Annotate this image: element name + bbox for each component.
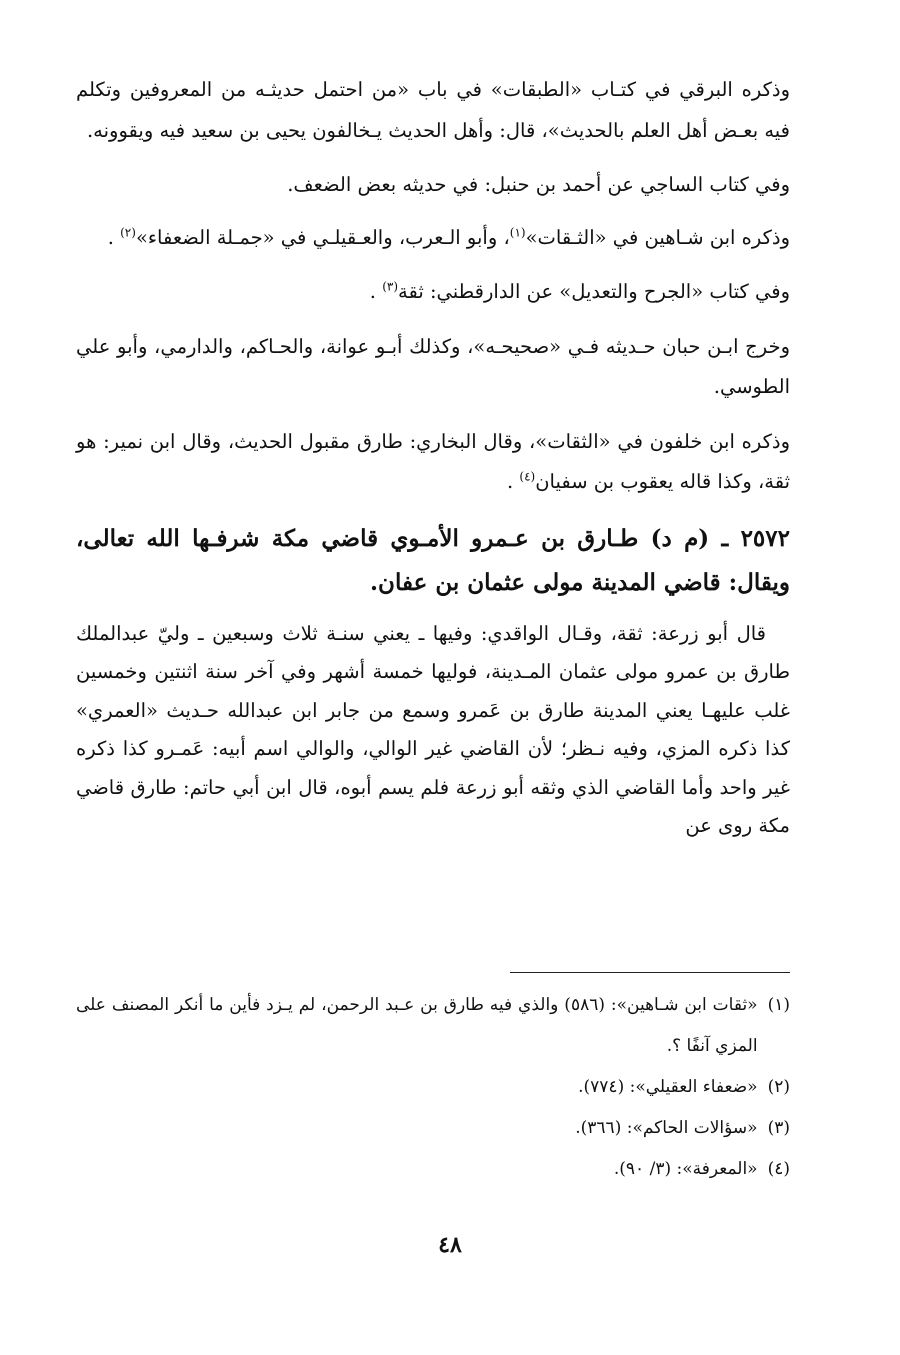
footnote-number: (٤) [767, 1159, 790, 1179]
footnote-text: «ثقات ابن شـاهين»: (٥٨٦) والذي فيه طارق بن عـبد الرحمن، لم يـزد فأين ما أنكر المصنف على المزي آنفًا ؟. [76, 995, 758, 1056]
paragraph-ibn-khalfun: وذكره ابن خلفون في «الثقات»، وقال البخاري: طارق مقبول الحديث، وقال ابن نمير: هو ثقة، وكذا قاله يعقوب بن سفيان$^{(٤)}$ . [76, 429, 790, 493]
ibn-khalfun-text: وذكره ابن خلفون في «الثقات»، وقال البخاري: طارق مقبول الحديث، وقال ابن نمير: هو ثقة، وكذا قاله يعقوب بن سفيان [76, 429, 790, 493]
footnote-number: (٢) [767, 1077, 790, 1097]
uqayli-text: ، وأبو الـعرب، والعـقيلـي في «جمـلة الضعفاء» [135, 225, 510, 249]
footnote-3 [76, 1108, 790, 1149]
footnote-1 [76, 985, 790, 1067]
jarh-text: وفي كتاب «الجرح والتعديل» عن الدارقطني: ثقة [398, 280, 790, 303]
footnote-4 [76, 1149, 790, 1190]
footnotes [76, 985, 790, 1190]
entry-heading [76, 517, 790, 605]
entry-number: ٢٥٧٢ [740, 524, 790, 552]
entry-body: قال أبو زرعة: ثقة، وقـال الواقدي: وفيها ـ يعني سنـة ثلاث وسبعين ـ وليّ عبدالملك طارق بن عمرو مولى عثمان المـدينة، فوليها خمسة أشهر وفي آخر سنة اثنتين وخمسين غلب عليهـا يعني المدينة طارق بن عَمرو وسمع من جابر ابن عبدالله حـديث «العمري» كذا ذكره المزي، وفيه نـظر؛ لأن القاضي غير الوالي، والوالي اسم أبيه: عَمـرو كذا ذكره غير واحد وأما القاضي الذي وثقه أبو زرعة فلم يسم أبوه، قال ابن أبي حاتم: طارق قاضي مكة روى عن [76, 621, 790, 837]
entry-title: ـ (م د) طـارق بن عـمرو الأمـوي قاضي مكة شرفـها الله تعالى، ويقال: قاضي المدينة مولى عثمان بن عفان. [76, 524, 790, 596]
footnote-number: (٣) [767, 1118, 790, 1138]
page-number: ٤٨ [438, 1232, 462, 1258]
paragraph-barqi: وذكره البرقي في كتـاب «الطبقات» في باب «من احتمل حديثـه من المعروفين وتكلم فيه بعـض أهل العلم بالحديث»، قال: وأهل الحديث يـخالفون يحيى بن سعيد فيه ويقوونه. [76, 78, 790, 142]
paragraph-saji: وفي كتاب الساجي عن أحمد بن حنبل: في حديثه بعض الضعف. [287, 173, 790, 196]
footnote-text: «سؤالات الحاكم»: (٣٦٦). [575, 1118, 758, 1138]
footnote-ref-2[interactable]: (٢) [120, 225, 136, 239]
footnote-number: (١) [767, 995, 790, 1015]
footnote-ref-4[interactable]: (٤) [519, 469, 536, 484]
paragraph-ibn-hibban: وخرج ابـن حبان حـديثه فـي «صحيحـه»، وكذلك أبـو عوانة، والحـاكم، والدارمي، وأبو علي الطوسي. [76, 334, 790, 398]
ibn-shahin-text: وذكره ابن شـاهين في «الثـقات» [525, 225, 790, 249]
main-text [76, 70, 790, 846]
footnote-2 [76, 1067, 790, 1108]
paragraph-ibn-shahin: وذكره ابن شـاهين في «الثـقات»$^{(١)}$، وأبو الـعرب، والعـقيلـي في «جمـلة الضعفاء»$^{(٢)}$ . [107, 225, 790, 249]
paragraph-jarh: وفي كتاب «الجرح والتعديل» عن الدارقطني: ثقة$^{(٣)}$ . [369, 279, 790, 303]
footnote-divider [510, 972, 790, 973]
footnote-ref-1[interactable]: (١) [509, 225, 526, 239]
footnote-ref-3[interactable]: (٣) [382, 279, 399, 294]
footnote-text: «ضعفاء العقيلي»: (٧٧٤). [578, 1077, 758, 1097]
footnote-text: «المعرفة»: (٣/ ٩٠). [613, 1159, 758, 1179]
